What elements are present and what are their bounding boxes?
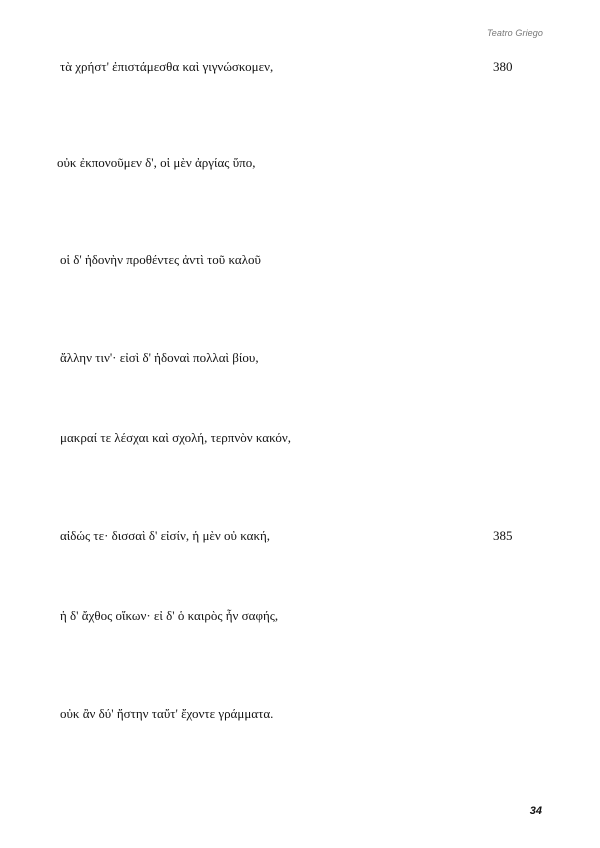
page-number: 34 (529, 805, 542, 817)
verse-line: ἡ δ' ἄχθος οἴκων· εἰ δ' ὁ καιρὸς ἦν σαφής, (60, 608, 279, 623)
verse-line: οὐκ ἐκπονοῦμεν δ', οἱ μὲν ἀργίας ὕπο, (57, 155, 256, 170)
verse-line: οὐκ ἂν δύ' ἤστην ταὔτ' ἔχοντε γράμματα. (60, 706, 274, 721)
verse-line-number: 380 (493, 59, 513, 74)
running-header: Teatro Griego (487, 28, 543, 38)
verse-line-number: 385 (493, 528, 513, 543)
verse-line: τὰ χρήστ' ἐπιστάμεσθα καὶ γιγνώσκομεν, (60, 59, 274, 74)
verse-line: οἱ δ' ἡδονὴν προθέντες ἀντὶ τοῦ καλοῦ (60, 252, 261, 267)
verse-line: ἄλλην τιν'· εἰσὶ δ' ἡδοναὶ πολλαὶ βίου, (60, 350, 259, 365)
verse-line: μακραί τε λέσχαι καὶ σχολή, τερπνὸν κακόν, (60, 430, 291, 445)
verse-line: αἰδώς τε· δισσαὶ δ' εἰσίν, ἡ μὲν οὐ κακή, (60, 528, 271, 543)
